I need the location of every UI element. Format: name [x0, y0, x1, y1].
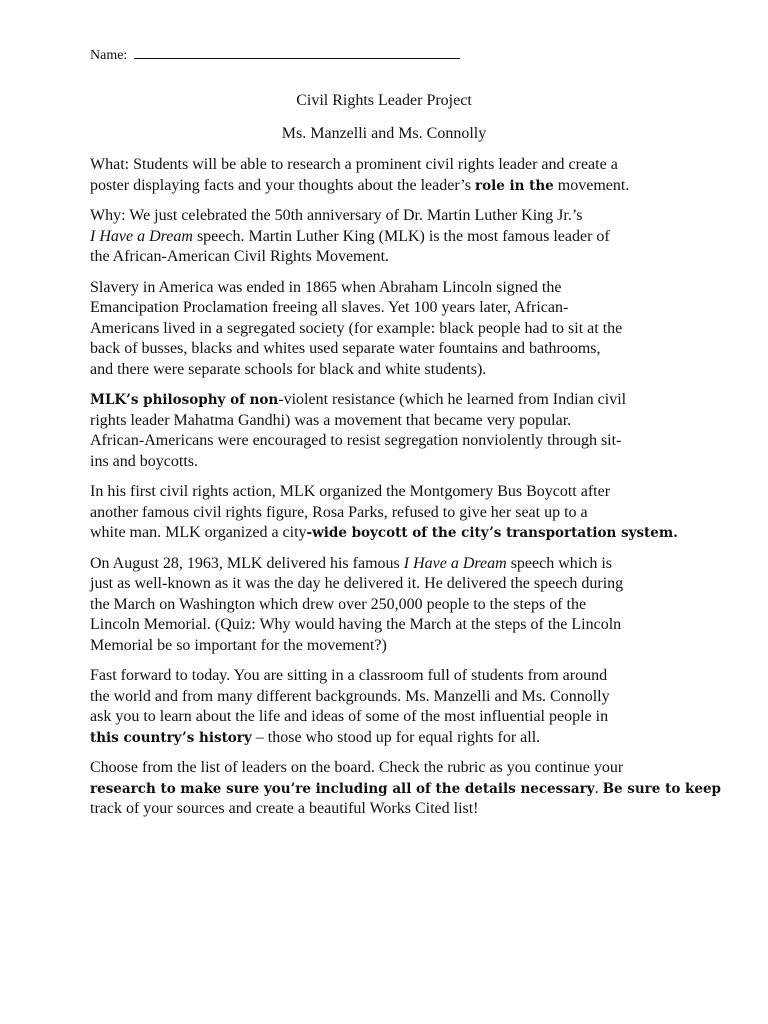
text-line: ins and boycotts. — [90, 452, 198, 470]
text-span: poster displaying facts and your thoughts about the leader’s — [90, 176, 475, 194]
bold-span: Be sure to keep — [602, 780, 721, 797]
text-line: Fast forward to today. You are sitting in a classroom full of students from around — [90, 667, 608, 684]
text-line: Emancipation Proclamation freeing all slaves. Yet 100 years later, African- — [90, 299, 569, 316]
text-span: white man. MLK organized a city — [90, 524, 307, 541]
text-line — [90, 227, 690, 248]
paragraph-today — [90, 666, 690, 748]
text-span: . — [594, 779, 603, 797]
paragraph-slavery — [90, 278, 690, 381]
text-line: Slavery in America was ended in 1865 when Abraham Lincoln signed the — [90, 278, 562, 296]
text-line: Memorial be so important for the movement?) — [90, 636, 387, 654]
paragraph-philosophy — [90, 390, 690, 472]
bold-span: MLK’s philosophy of non — [90, 392, 279, 408]
text-line — [90, 779, 721, 800]
text-line: Americans lived in a segregated society (for example: black people had to sit at the — [90, 319, 623, 337]
text-span: movement. — [553, 176, 630, 194]
name-label: Name: — [90, 48, 128, 63]
text-line — [90, 554, 690, 575]
paragraph-why — [90, 206, 690, 268]
text-line — [90, 176, 690, 197]
text-line: track of your sources and create a beautiful Works Cited list! — [90, 800, 479, 817]
bold-span: -wide boycott of the city’s transportation system. — [306, 525, 678, 541]
bold-span: this country’s history — [90, 729, 252, 746]
italic-span: I Have a Dream — [90, 227, 193, 245]
text-line: ask you to learn about the life and ideas of some of the most influential people in — [90, 708, 609, 725]
text-line: back of busses, blacks and whites used separate water fountains and bathrooms, — [90, 340, 601, 357]
text-line: African-Americans were encouraged to resist segregation nonviolently through sit- — [90, 432, 622, 449]
text-line: Choose from the list of leaders on the board. Check the rubric as you continue your — [90, 759, 624, 776]
text-span: -violent resistance (which he learned from Indian civil — [278, 391, 627, 408]
text-span: On August 28, 1963, MLK delivered his famous — [90, 554, 404, 572]
text-line: In his first civil rights action, MLK organized the Montgomery Bus Boycott after — [90, 483, 611, 500]
text-line: and there were separate schools for black and white students). — [90, 360, 487, 378]
name-field — [90, 46, 460, 65]
text-line: the African-American Civil Rights Movement. — [90, 248, 390, 265]
name-blank-line — [134, 46, 460, 59]
text-line: Why: We just celebrated the 50th anniversary of Dr. Martin Luther King Jr.’s — [90, 207, 583, 224]
document-subtitle: Ms. Manzelli and Ms. Connolly — [281, 125, 487, 142]
paragraph-what — [90, 155, 690, 196]
text-line — [90, 523, 690, 544]
document-body — [90, 155, 721, 830]
bold-span: role in the — [474, 177, 554, 194]
text-span: speech. Martin Luther King (MLK) is the most famous leader of — [192, 227, 610, 245]
text-line — [90, 728, 690, 749]
text-line: the March on Washington which drew over 250,000 people to the steps of the — [90, 595, 587, 613]
bold-span: research to make sure you’re including all of the details necessary — [90, 780, 595, 797]
document-title: Civil Rights Leader Project — [296, 92, 472, 109]
text-line — [90, 390, 690, 411]
italic-span: I Have a Dream — [403, 554, 507, 572]
text-line: another famous civil rights figure, Rosa Parks, refused to give her seat up to a — [90, 503, 588, 521]
paragraph-dream — [90, 554, 690, 657]
text-line: What: Students will be able to research a prominent civil rights leader and create a — [90, 156, 618, 173]
text-span: speech which is — [506, 554, 612, 572]
text-line: Lincoln Memorial. (Quiz: Why would having the March at the steps of the Lincoln — [90, 616, 622, 633]
text-span: – those who stood up for equal rights for all. — [251, 728, 541, 746]
paragraph-choose — [90, 758, 721, 820]
text-line: the world and from many different backgrounds. Ms. Manzelli and Ms. Connolly — [90, 687, 610, 705]
text-line: just as well-known as it was the day he delivered it. He delivered the speech during — [90, 575, 624, 592]
paragraph-boycott — [90, 482, 690, 544]
text-line: rights leader Mahatma Gandhi) was a movement that became very popular. — [90, 411, 572, 429]
